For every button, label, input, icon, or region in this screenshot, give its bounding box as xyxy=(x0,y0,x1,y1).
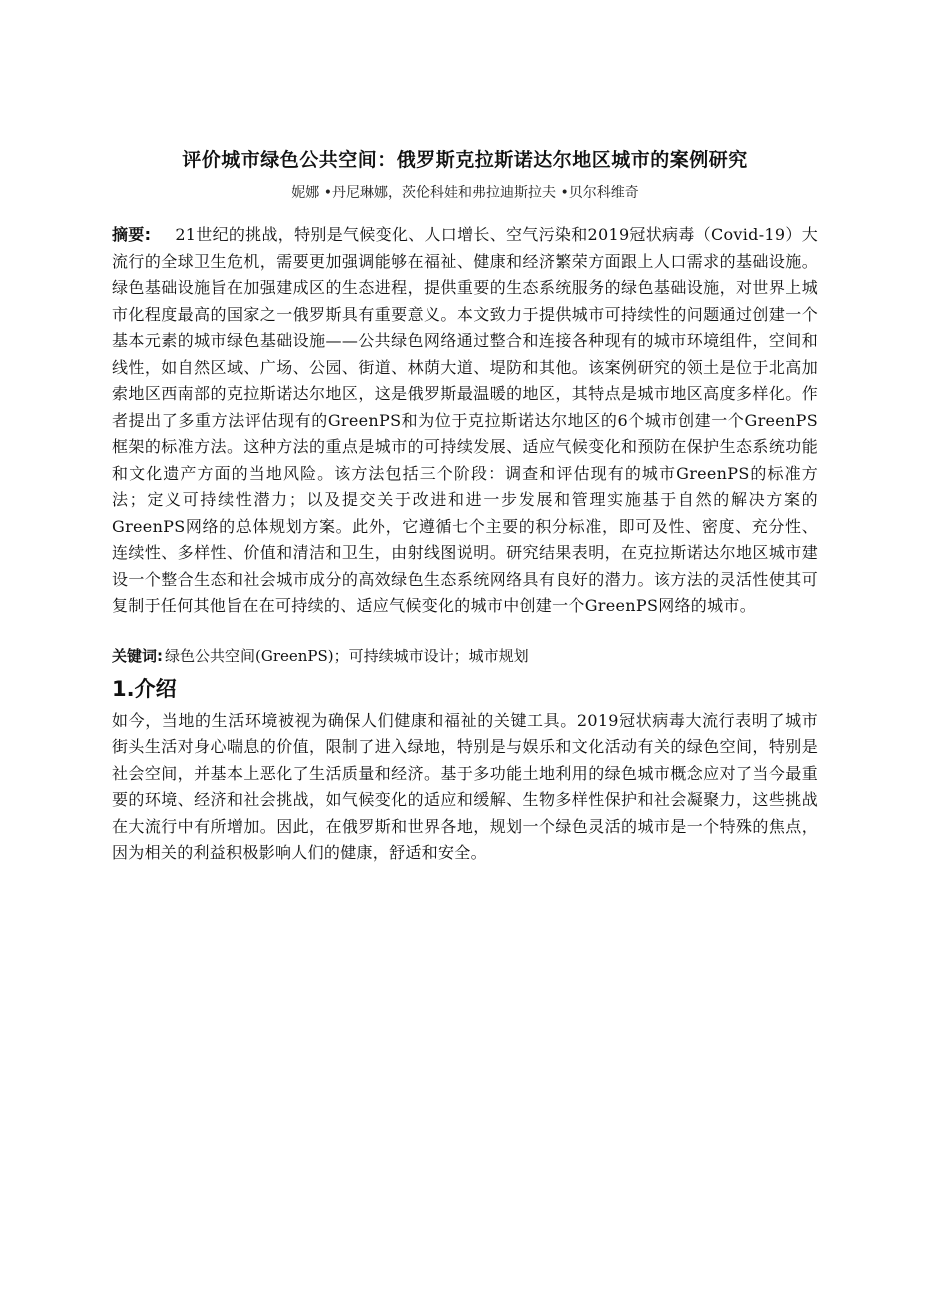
paper-page xyxy=(112,146,818,867)
abstract-text: 21世纪的挑战，特别是气候变化、人口增长、空气污染和2019冠状病毒（Covid-19）大流行的全球卫生危机，需要更加强调能够在福祉、健康和经济繁荣方面跟上人口需求的基础设施。绿色基础设施旨在加强建成区的生态进程，提供重要的生态系统服务的绿色基础设施，对世界上城市化程度最高的国家之一俄罗斯具有重要意义。本文致力于提供城市可持续性的问题通过创建一个基本元素的城市绿色基础设施——公共绿色网络通过整合和连接各种现有的城市环境组件，空间和线性，如自然区域、广场、公园、街道、林荫大道、堤防和其他。该案例研究的领土是位于北高加索地区西南部的克拉斯诺达尔地区，这是俄罗斯最温暖的地区，其特点是城市地区高度多样化。作者提出了多重方法评估现有的GreenPS和为位于克拉斯诺达尔地区的6个城市创建一个GreenPS框架的标准方法。这种方法的重点是城市的可持续发展、适应气候变化和预防在保护生态系统功能和文化遗产方面的当地风险。该方法包括三个阶段：调查和评估现有的城市GreenPS的标准方法；定义可持续性潜力；以及提交关于改进和进一步发展和管理实施基于自然的解决方案的GreenPS网络的总体规划方案。此外，它遵循七个主要的积分标准，即可及性、密度、充分性、连续性、多样性、价值和清洁和卫生，由射线图说明。研究结果表明，在克拉斯诺达尔地区城市建设一个整合生态和社会城市成分的高效绿色生态系统网络具有良好的潜力。该方法的灵活性使其可复制于任何其他旨在在可持续的、适应气候变化的城市中创建一个GreenPS网络的城市。 xyxy=(112,225,818,615)
section-paragraph-introduction: 如今，当地的生活环境被视为确保人们健康和福祉的关键工具。2019冠状病毒大流行表明了城市街头生活对身心喘息的价值，限制了进入绿地，特别是与娱乐和文化活动有关的绿色空间，特别是社会空间，并基本上恶化了生活质量和经济。基于多功能土地利用的绿色城市概念应对了当今最重要的环境、经济和社会挑战，如气候变化的适应和缓解、生物多样性保护和社会凝聚力，这些挑战在大流行中有所增加。因此，在俄罗斯和世界各地，规划一个绿色灵活的城市是一个特殊的焦点，因为相关的利益积极影响人们的健康，舒适和安全。 xyxy=(112,710,818,862)
abstract-label: 摘要: xyxy=(112,225,152,244)
keywords-label: 关键词: xyxy=(112,646,163,665)
section-heading-introduction: 1.介绍 xyxy=(112,676,177,701)
abstract-block xyxy=(112,222,818,620)
author-list: 妮娜 •丹尼琳娜，茨伦科娃和弗拉迪斯拉夫 •贝尔科维奇 xyxy=(291,185,639,201)
paper-title: 评价城市绿色公共空间：俄罗斯克拉斯诺达尔地区城市的案例研究 xyxy=(182,149,748,171)
keywords-text: 绿色公共空间(GreenPS)；可持续城市设计；城市规划 xyxy=(165,646,529,665)
keywords-block xyxy=(112,644,818,668)
